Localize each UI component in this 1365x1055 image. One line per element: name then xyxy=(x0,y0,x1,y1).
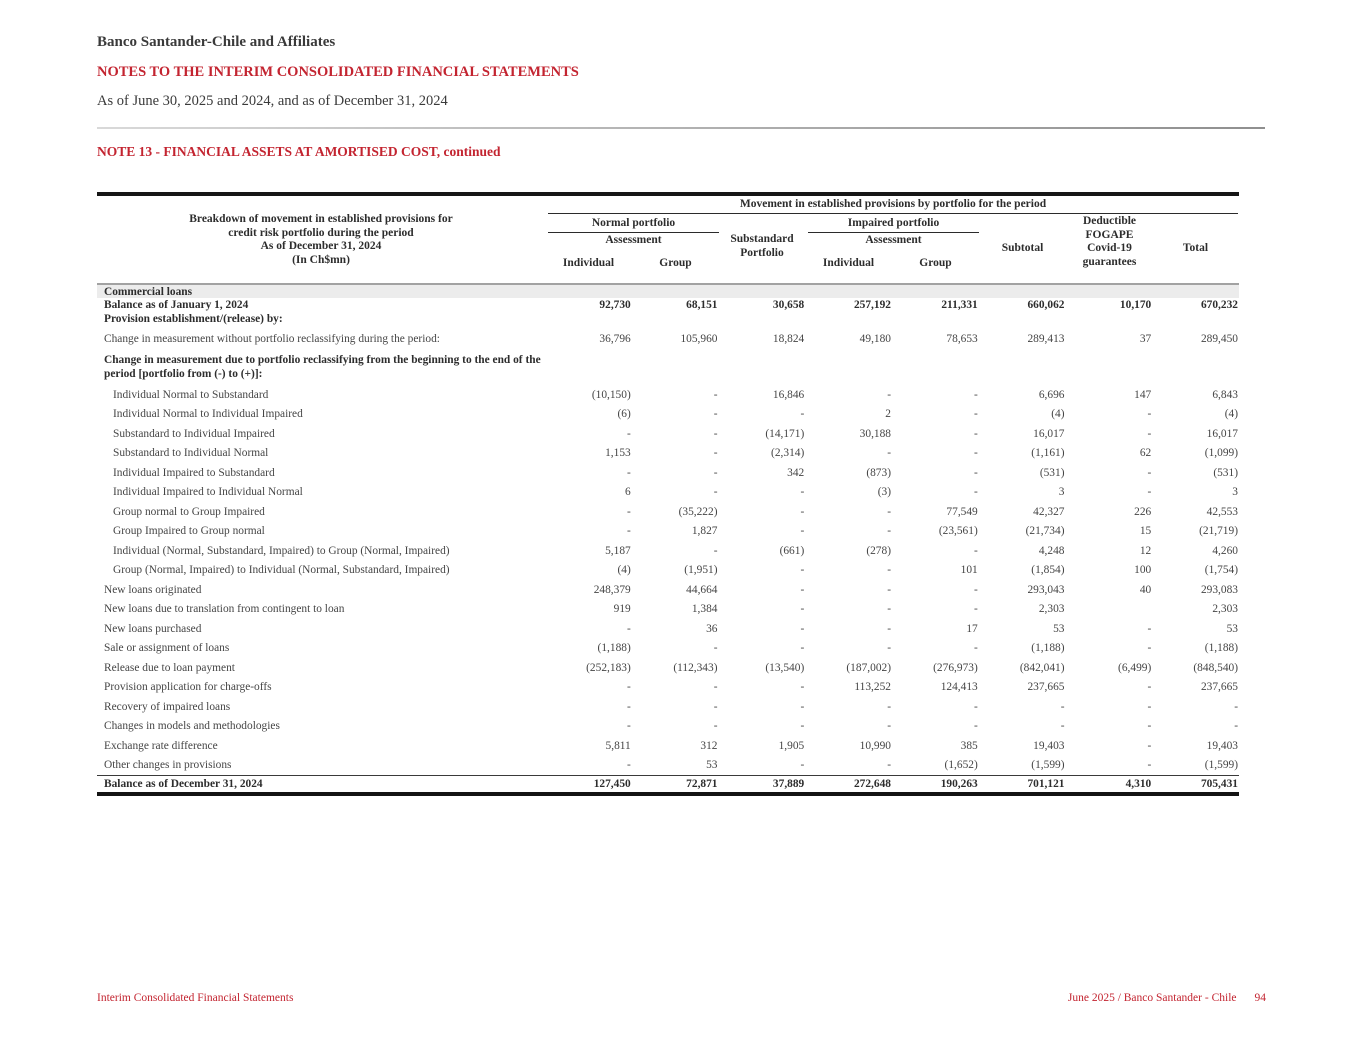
cell: 19,403 xyxy=(1033,739,1065,752)
cell: 124,413 xyxy=(940,681,978,694)
cell: - xyxy=(800,642,805,655)
cell: 4,310 xyxy=(1125,778,1152,790)
cell: - xyxy=(887,505,891,518)
cell: 147 xyxy=(1134,388,1152,401)
cell: (13,540) xyxy=(765,661,805,674)
cell: - xyxy=(626,525,631,538)
cell: (4) xyxy=(617,564,631,577)
table-row xyxy=(97,285,1239,298)
fogape-column-header xyxy=(1066,215,1153,269)
cell: - xyxy=(626,759,631,772)
table-row xyxy=(97,385,1239,405)
cell: (1,188) xyxy=(1031,642,1065,655)
cell: - xyxy=(973,603,978,616)
table-row xyxy=(97,600,1239,620)
cell: 10,170 xyxy=(1119,299,1152,312)
fogape-line: FOGAPE xyxy=(1085,228,1134,241)
impaired-group-column-header: Group xyxy=(919,257,952,269)
cell: - xyxy=(800,505,805,518)
cell: 15 xyxy=(1139,525,1152,538)
table-row xyxy=(97,580,1239,600)
cell: - xyxy=(887,388,891,401)
cell: - xyxy=(800,720,805,733)
spanning-header: Movement in established provisions by portfolio for the period xyxy=(548,198,1238,214)
table-row xyxy=(97,502,1239,522)
cell: 100 xyxy=(1134,564,1152,577)
table-row xyxy=(97,424,1239,444)
cell: 36,796 xyxy=(599,332,631,345)
stub-line: (In Ch$mn) xyxy=(292,253,350,266)
cell: 49,180 xyxy=(859,332,891,345)
cell: - xyxy=(973,486,978,499)
impaired-assessment-label: Assessment xyxy=(865,233,922,246)
cell: (848,540) xyxy=(1193,661,1238,674)
cell: - xyxy=(800,681,805,694)
stub-line: As of December 31, 2024 xyxy=(260,240,382,252)
normal-group-column-header: Group xyxy=(659,257,692,269)
table-row xyxy=(97,463,1239,483)
cell: - xyxy=(887,564,891,577)
cell: 53 xyxy=(1226,622,1238,635)
cell: 101 xyxy=(960,564,978,577)
cell: 2,303 xyxy=(1038,603,1065,616)
cell: 2,303 xyxy=(1212,603,1238,616)
cell: 4,260 xyxy=(1212,544,1238,557)
table-row xyxy=(97,756,1239,776)
cell: - xyxy=(1147,622,1152,635)
cell: (4) xyxy=(1051,408,1065,421)
cell: - xyxy=(887,700,891,713)
cell: 1,384 xyxy=(691,603,718,616)
cell: - xyxy=(800,525,805,538)
cell: 42,327 xyxy=(1033,505,1065,518)
cell: - xyxy=(887,642,891,655)
cell: 37,889 xyxy=(772,778,805,790)
cell: 190,263 xyxy=(940,778,978,790)
row-label: Group (Normal, Impaired) to Individual (Normal, Substandard, Impaired) xyxy=(113,564,450,577)
row-label: Individual Normal to Individual Impaired xyxy=(113,408,303,421)
cell: 78,653 xyxy=(946,332,978,345)
cell: - xyxy=(713,388,718,401)
row-label: Sale or assignment of loans xyxy=(104,642,230,655)
table-row xyxy=(97,639,1239,659)
cell: - xyxy=(1234,700,1238,713)
cell: 77,549 xyxy=(946,505,978,518)
cell: 705,431 xyxy=(1200,778,1238,790)
cell: - xyxy=(973,583,978,596)
table-row xyxy=(97,697,1239,717)
cell: - xyxy=(626,720,631,733)
cell: 1,827 xyxy=(691,525,718,538)
normal-portfolio-group-header xyxy=(548,217,719,247)
cell: 701,121 xyxy=(1027,778,1065,790)
cell: 53 xyxy=(706,759,718,772)
cell: 40 xyxy=(1139,583,1152,596)
cell: (23,561) xyxy=(938,525,978,538)
cell: - xyxy=(973,700,978,713)
cell: (112,343) xyxy=(673,661,718,674)
table-row xyxy=(97,736,1239,756)
cell: 42,553 xyxy=(1206,505,1238,518)
impaired-portfolio-group-header xyxy=(808,217,979,247)
cell: 4,248 xyxy=(1038,544,1065,557)
cell: - xyxy=(1147,720,1152,733)
cell: - xyxy=(800,622,805,635)
cell: - xyxy=(1234,720,1238,733)
cell: 1,153 xyxy=(605,447,631,460)
cell: - xyxy=(800,486,805,499)
cell: - xyxy=(713,427,718,440)
cell: 237,665 xyxy=(1027,681,1065,694)
stub-line: credit risk portfolio during the period xyxy=(228,226,414,239)
cell: 670,232 xyxy=(1200,299,1238,312)
row-label: Individual (Normal, Substandard, Impaired) to Group (Normal, Impaired) xyxy=(113,544,450,557)
cell: - xyxy=(713,642,718,655)
row-label: Change in measurement due to portfolio reclassifying from the beginning to the end of the period [portfolio from (-) to (+)]: xyxy=(104,354,541,380)
cell: (873) xyxy=(866,466,891,479)
cell: - xyxy=(1147,486,1152,499)
cell: - xyxy=(1147,681,1152,694)
cell: 10,990 xyxy=(859,739,891,752)
document-title: NOTES TO THE INTERIM CONSOLIDATED FINANCIAL STATEMENTS xyxy=(97,64,579,80)
cell: (1,188) xyxy=(1204,642,1238,655)
cell: (6,499) xyxy=(1118,661,1152,674)
cell: - xyxy=(1060,720,1065,733)
cell: - xyxy=(626,622,631,635)
table-body xyxy=(97,285,1239,792)
row-label: Individual Impaired to Individual Normal xyxy=(113,486,303,499)
cell: 289,450 xyxy=(1200,332,1238,345)
row-label: New loans purchased xyxy=(104,622,202,635)
cell: - xyxy=(626,681,631,694)
cell: 12 xyxy=(1139,544,1152,557)
normal-portfolio-title: Normal portfolio xyxy=(548,217,719,233)
cell: 385 xyxy=(960,739,978,752)
cell: 37 xyxy=(1139,332,1152,345)
row-label: Change in measurement without portfolio reclassifying during the period: xyxy=(104,332,440,345)
cell: 72,871 xyxy=(686,778,718,790)
cell: 30,188 xyxy=(859,427,891,440)
cell: (3) xyxy=(877,486,891,499)
table-row xyxy=(97,405,1239,425)
cell: - xyxy=(626,466,631,479)
row-label: Balance as of January 1, 2024 xyxy=(104,299,249,312)
cell: (1,599) xyxy=(1031,759,1065,772)
cell: 257,192 xyxy=(853,299,891,312)
cell: (14,171) xyxy=(765,427,805,440)
note-section-title: NOTE 13 - FINANCIAL ASSETS AT AMORTISED COST, continued xyxy=(97,144,501,159)
cell: 2 xyxy=(885,408,891,421)
fogape-line: Covid-19 xyxy=(1087,242,1132,254)
cell: 6,696 xyxy=(1038,388,1065,401)
cell: - xyxy=(973,388,978,401)
cell: (35,222) xyxy=(678,505,718,518)
subtotal-column-header: Subtotal xyxy=(1001,242,1044,254)
cell: - xyxy=(713,700,718,713)
cell: 312 xyxy=(700,739,718,752)
row-label: Release due to loan payment xyxy=(104,661,235,674)
cell: 660,062 xyxy=(1027,299,1065,312)
table-row xyxy=(97,541,1239,561)
cell: - xyxy=(973,427,978,440)
cell: (278) xyxy=(866,544,891,557)
cell: (1,652) xyxy=(944,759,978,772)
cell: - xyxy=(1060,700,1065,713)
cell: 5,187 xyxy=(605,544,631,557)
cell: (1,188) xyxy=(597,642,631,655)
row-label: Exchange rate difference xyxy=(104,739,218,752)
cell: - xyxy=(887,759,891,772)
row-label: Substandard to Individual Impaired xyxy=(113,427,275,440)
row-label: New loans originated xyxy=(104,583,202,596)
row-label: Commercial loans xyxy=(104,285,193,298)
substandard-column-header: Substandard Portfolio xyxy=(730,233,794,259)
cell: 3 xyxy=(1232,486,1238,499)
cell: (661) xyxy=(779,544,805,557)
normal-assessment-label: Assessment xyxy=(605,233,662,246)
page-number: 94 xyxy=(1254,992,1266,1004)
cell: (531) xyxy=(1039,466,1065,479)
cell: 16,017 xyxy=(1206,427,1238,440)
cell: - xyxy=(713,466,718,479)
cell: 6,843 xyxy=(1212,388,1238,401)
table-row xyxy=(97,658,1239,678)
cell: - xyxy=(800,583,805,596)
cell: 16,846 xyxy=(772,388,805,401)
row-label: Group Impaired to Group normal xyxy=(113,525,265,538)
cell: - xyxy=(713,681,718,694)
cell: 105,960 xyxy=(680,332,718,345)
cell: - xyxy=(887,603,891,616)
cell: 293,043 xyxy=(1027,583,1065,596)
footer-document-name: Interim Consolidated Financial Statements xyxy=(97,992,294,1004)
cell: - xyxy=(626,700,631,713)
cell: - xyxy=(1147,739,1152,752)
table-row xyxy=(97,678,1239,698)
cell: 919 xyxy=(613,603,631,616)
fogape-line: Deductible xyxy=(1082,215,1137,227)
stub-header xyxy=(97,213,545,267)
cell: 19,403 xyxy=(1206,739,1238,752)
cell: 237,665 xyxy=(1200,681,1238,694)
fogape-line: guarantees xyxy=(1082,255,1137,268)
cell: - xyxy=(887,447,891,460)
cell: - xyxy=(800,700,805,713)
cell: 92,730 xyxy=(599,299,631,312)
cell: 3 xyxy=(1058,486,1065,499)
cell: 293,083 xyxy=(1200,583,1238,596)
cell: (10,150) xyxy=(591,388,631,401)
impaired-portfolio-title: Impaired portfolio xyxy=(808,217,979,233)
cell: - xyxy=(887,583,891,596)
cell: - xyxy=(800,603,805,616)
cell: - xyxy=(800,759,805,772)
cell: 68,151 xyxy=(686,299,718,312)
row-label: Other changes in provisions xyxy=(104,759,232,772)
cell: 127,450 xyxy=(593,778,631,790)
cell: - xyxy=(626,427,631,440)
cell: - xyxy=(713,544,718,557)
cell: 44,664 xyxy=(686,583,718,596)
table-row xyxy=(97,444,1239,464)
impaired-individual-column-header: Individual xyxy=(822,257,875,269)
cell: (1,854) xyxy=(1031,564,1065,577)
cell: 17 xyxy=(966,622,978,635)
provisions-table xyxy=(97,192,1239,796)
table-row xyxy=(97,522,1239,542)
cell: 30,658 xyxy=(772,299,805,312)
cell: (1,599) xyxy=(1204,759,1238,772)
row-label: New loans due to translation from contingent to loan xyxy=(104,603,345,616)
cell: 226 xyxy=(1134,505,1152,518)
cell: - xyxy=(800,564,805,577)
cell: (187,002) xyxy=(846,661,891,674)
cell: (1,099) xyxy=(1204,447,1238,460)
cell: - xyxy=(1147,408,1152,421)
cell: - xyxy=(1147,759,1152,772)
row-label: Provision application for charge-offs xyxy=(104,681,272,694)
row-label: Recovery of impaired loans xyxy=(104,700,231,713)
cell: (531) xyxy=(1213,466,1238,479)
normal-individual-column-header: Individual xyxy=(562,257,615,269)
cell: - xyxy=(973,447,978,460)
cell: (1,951) xyxy=(684,564,718,577)
cell: - xyxy=(887,720,891,733)
table-row xyxy=(97,775,1239,792)
cell: - xyxy=(713,486,718,499)
cell: - xyxy=(887,622,891,635)
cell: - xyxy=(1147,466,1152,479)
table-row xyxy=(97,483,1239,503)
row-label: Group normal to Group Impaired xyxy=(113,505,265,518)
table-row xyxy=(97,619,1239,639)
cell: 272,648 xyxy=(853,778,891,790)
cell: 289,413 xyxy=(1027,332,1065,345)
table-row xyxy=(97,349,1239,385)
document-subtitle: As of June 30, 2025 and 2024, and as of December 31, 2024 xyxy=(97,93,448,109)
cell: 248,379 xyxy=(593,583,631,596)
cell: - xyxy=(973,544,978,557)
cell: (842,041) xyxy=(1019,661,1065,674)
cell: 5,811 xyxy=(605,739,631,752)
cell: - xyxy=(1147,700,1152,713)
cell: 113,252 xyxy=(854,681,891,694)
cell: - xyxy=(1147,642,1152,655)
cell: (21,734) xyxy=(1025,525,1065,538)
cell: - xyxy=(973,642,978,655)
cell: - xyxy=(887,525,891,538)
cell: 211,331 xyxy=(941,299,978,312)
cell: 62 xyxy=(1139,447,1152,460)
cell: - xyxy=(973,466,978,479)
total-column-header: Total xyxy=(1182,242,1209,254)
cell: (4) xyxy=(1224,408,1238,421)
table-row xyxy=(97,298,1239,313)
row-label: Balance as of December 31, 2024 xyxy=(104,778,263,790)
cell: - xyxy=(713,408,718,421)
footer-right xyxy=(700,992,1266,1004)
cell: - xyxy=(1147,427,1152,440)
footer-issue: June 2025 / Banco Santander - Chile xyxy=(1067,992,1237,1004)
header-divider xyxy=(97,127,1265,129)
row-label: Provision establishment/(release) by: xyxy=(104,312,283,325)
cell: 6 xyxy=(625,486,631,499)
cell: - xyxy=(713,447,718,460)
cell: (6) xyxy=(617,408,631,421)
row-label: Individual Normal to Substandard xyxy=(113,388,269,401)
cell: - xyxy=(713,720,718,733)
cell: (276,973) xyxy=(933,661,978,674)
table-bottom-rule xyxy=(97,792,1239,796)
cell: 18,824 xyxy=(772,332,805,345)
table-row xyxy=(97,313,1239,329)
table-header xyxy=(97,196,1239,285)
company-name: Banco Santander-Chile and Affiliates xyxy=(97,34,336,50)
cell: (21,719) xyxy=(1199,525,1238,538)
table-row xyxy=(97,329,1239,350)
stub-line: Breakdown of movement in established provisions for xyxy=(189,213,453,225)
cell: - xyxy=(973,720,978,733)
table-row xyxy=(97,717,1239,737)
cell: - xyxy=(800,408,805,421)
cell: 16,017 xyxy=(1033,427,1065,440)
cell: 53 xyxy=(1053,622,1065,635)
cell: - xyxy=(973,408,978,421)
cell: - xyxy=(626,505,631,518)
cell: (1,754) xyxy=(1204,564,1238,577)
cell: (1,161) xyxy=(1031,447,1065,460)
row-label: Changes in models and methodologies xyxy=(104,720,280,733)
row-label: Substandard to Individual Normal xyxy=(113,447,269,460)
cell: (252,183) xyxy=(586,661,631,674)
row-label: Individual Impaired to Substandard xyxy=(113,466,275,479)
table-row xyxy=(97,561,1239,581)
cell: 342 xyxy=(787,466,805,479)
cell: 1,905 xyxy=(778,739,805,752)
cell: 36 xyxy=(706,622,718,635)
cell: (2,314) xyxy=(771,447,805,460)
